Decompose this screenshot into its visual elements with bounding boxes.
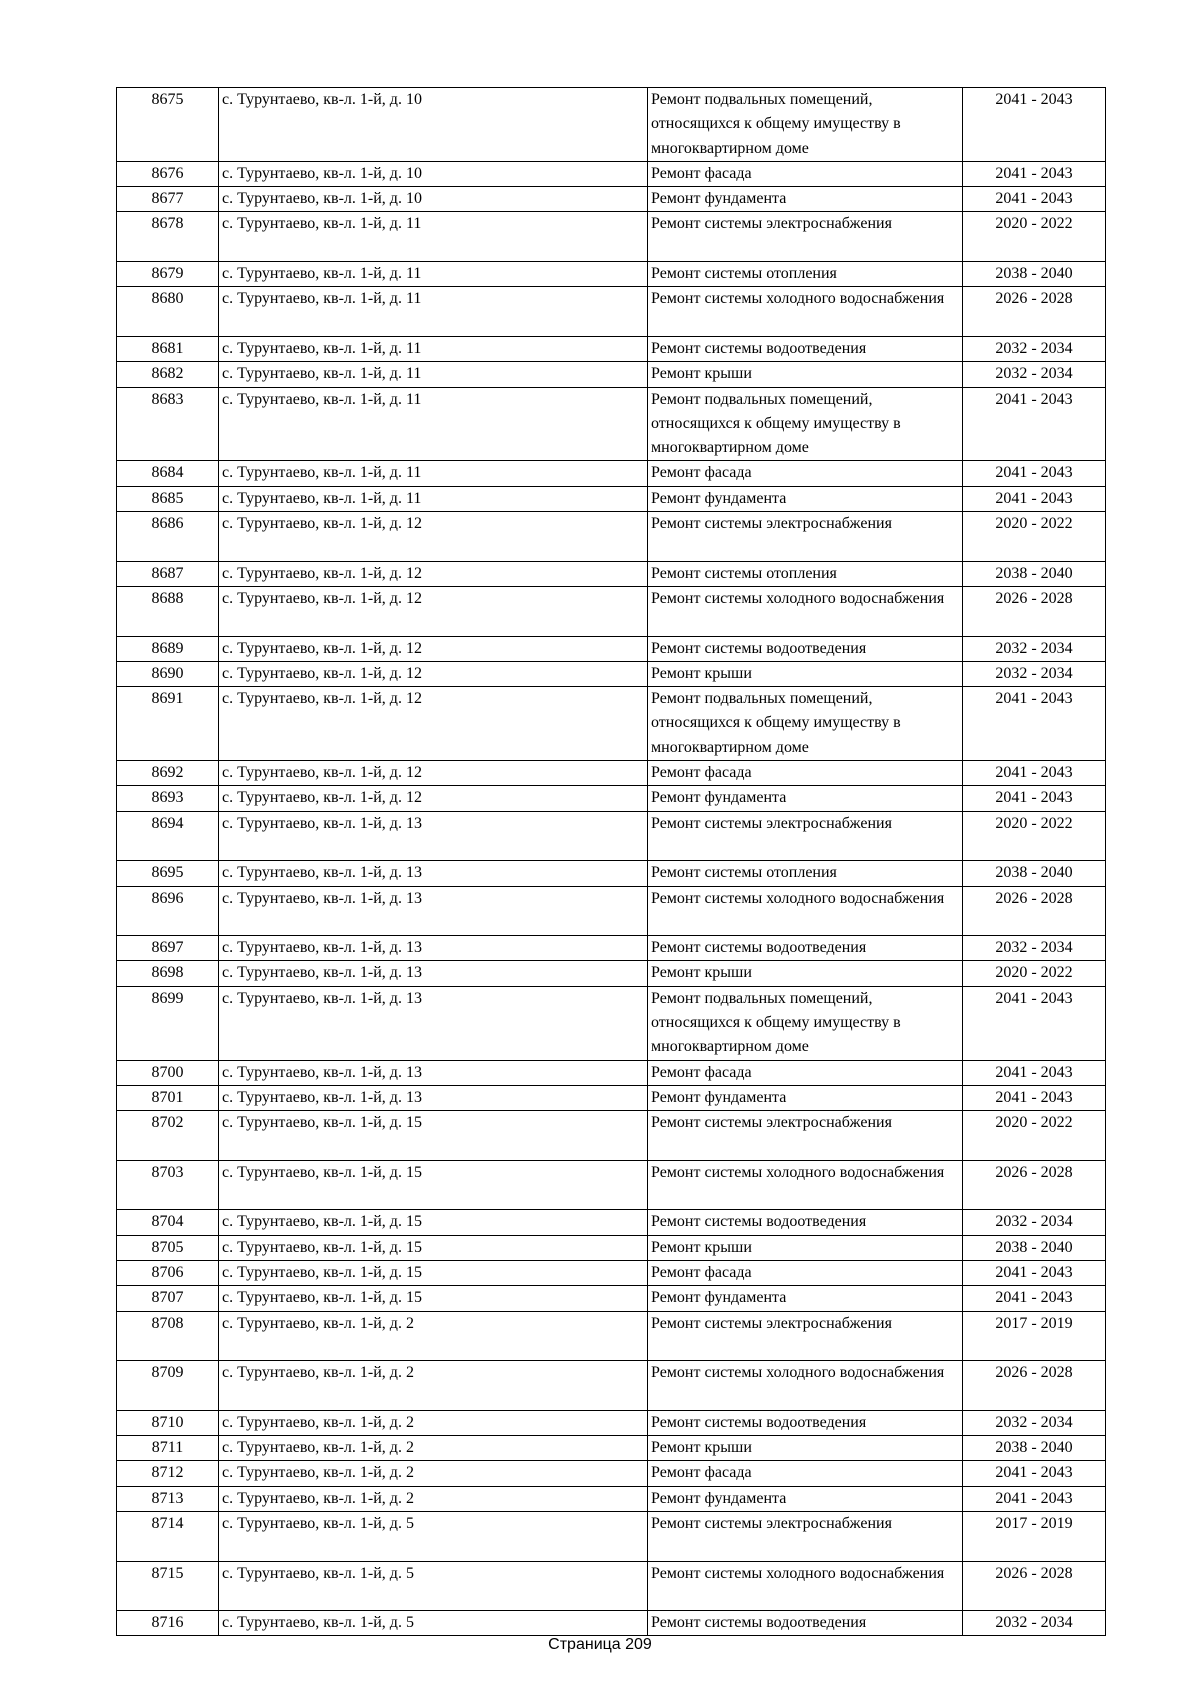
row-number: 8685 bbox=[117, 486, 219, 511]
table-row bbox=[117, 1210, 1106, 1235]
period-cell: 2041 - 2043 bbox=[963, 1286, 1106, 1311]
table-row bbox=[117, 886, 1106, 936]
table-row bbox=[117, 786, 1106, 811]
address-cell: с. Турунтаево, кв-л. 1-й, д. 15 bbox=[219, 1160, 648, 1210]
period-cell: 2026 - 2028 bbox=[963, 1361, 1106, 1411]
period-cell: 2041 - 2043 bbox=[963, 1085, 1106, 1110]
address-cell: с. Турунтаево, кв-л. 1-й, д. 12 bbox=[219, 687, 648, 761]
row-number: 8701 bbox=[117, 1085, 219, 1110]
address-cell: с. Турунтаево, кв-л. 1-й, д. 12 bbox=[219, 586, 648, 636]
table-body bbox=[117, 88, 1106, 1636]
table-row bbox=[117, 1410, 1106, 1435]
table-row bbox=[117, 961, 1106, 986]
row-number: 8683 bbox=[117, 387, 219, 461]
period-cell: 2020 - 2022 bbox=[963, 512, 1106, 562]
row-number: 8692 bbox=[117, 761, 219, 786]
table-row bbox=[117, 1311, 1106, 1361]
table-row bbox=[117, 1286, 1106, 1311]
row-number: 8678 bbox=[117, 212, 219, 262]
address-cell: с. Турунтаево, кв-л. 1-й, д. 13 bbox=[219, 861, 648, 886]
address-cell: с. Турунтаево, кв-л. 1-й, д. 12 bbox=[219, 786, 648, 811]
period-cell: 2026 - 2028 bbox=[963, 287, 1106, 337]
row-number: 8710 bbox=[117, 1410, 219, 1435]
address-cell: с. Турунтаево, кв-л. 1-й, д. 10 bbox=[219, 88, 648, 162]
row-number: 8708 bbox=[117, 1311, 219, 1361]
work-type-cell: Ремонт системы отопления bbox=[648, 561, 963, 586]
address-cell: с. Турунтаево, кв-л. 1-й, д. 11 bbox=[219, 461, 648, 486]
row-number: 8705 bbox=[117, 1235, 219, 1260]
work-type-cell: Ремонт подвальных помещений, относящихся к общему имуществу в многоквартирном доме bbox=[648, 88, 963, 162]
work-type-cell: Ремонт системы водоотведения bbox=[648, 336, 963, 361]
period-cell: 2026 - 2028 bbox=[963, 1561, 1106, 1611]
period-cell: 2032 - 2034 bbox=[963, 336, 1106, 361]
row-number: 8675 bbox=[117, 88, 219, 162]
address-cell: с. Турунтаево, кв-л. 1-й, д. 11 bbox=[219, 336, 648, 361]
table-row bbox=[117, 336, 1106, 361]
address-cell: с. Турунтаево, кв-л. 1-й, д. 12 bbox=[219, 661, 648, 686]
address-cell: с. Турунтаево, кв-л. 1-й, д. 13 bbox=[219, 936, 648, 961]
period-cell: 2041 - 2043 bbox=[963, 786, 1106, 811]
work-type-cell: Ремонт системы электроснабжения bbox=[648, 1111, 963, 1161]
row-number: 8712 bbox=[117, 1461, 219, 1486]
address-cell: с. Турунтаево, кв-л. 1-й, д. 15 bbox=[219, 1286, 648, 1311]
table-row bbox=[117, 811, 1106, 861]
row-number: 8699 bbox=[117, 986, 219, 1060]
work-type-cell: Ремонт крыши bbox=[648, 1436, 963, 1461]
row-number: 8698 bbox=[117, 961, 219, 986]
period-cell: 2038 - 2040 bbox=[963, 1235, 1106, 1260]
table-row bbox=[117, 636, 1106, 661]
row-number: 8679 bbox=[117, 262, 219, 287]
work-type-cell: Ремонт фасада bbox=[648, 761, 963, 786]
period-cell: 2041 - 2043 bbox=[963, 1060, 1106, 1085]
period-cell: 2041 - 2043 bbox=[963, 461, 1106, 486]
address-cell: с. Турунтаево, кв-л. 1-й, д. 11 bbox=[219, 486, 648, 511]
work-type-cell: Ремонт системы водоотведения bbox=[648, 936, 963, 961]
row-number: 8709 bbox=[117, 1361, 219, 1411]
row-number: 8684 bbox=[117, 461, 219, 486]
page-number: Страница 209 bbox=[548, 1636, 652, 1653]
period-cell: 2032 - 2034 bbox=[963, 661, 1106, 686]
address-cell: с. Турунтаево, кв-л. 1-й, д. 5 bbox=[219, 1611, 648, 1636]
table-row bbox=[117, 161, 1106, 186]
table-row bbox=[117, 986, 1106, 1060]
table-row bbox=[117, 661, 1106, 686]
period-cell: 2032 - 2034 bbox=[963, 362, 1106, 387]
work-type-cell: Ремонт крыши bbox=[648, 661, 963, 686]
work-type-cell: Ремонт подвальных помещений, относящихся к общему имуществу в многоквартирном доме bbox=[648, 986, 963, 1060]
period-cell: 2041 - 2043 bbox=[963, 486, 1106, 511]
period-cell: 2041 - 2043 bbox=[963, 1461, 1106, 1486]
period-cell: 2038 - 2040 bbox=[963, 1436, 1106, 1461]
period-cell: 2041 - 2043 bbox=[963, 161, 1106, 186]
work-type-cell: Ремонт крыши bbox=[648, 362, 963, 387]
table-row bbox=[117, 486, 1106, 511]
table-row bbox=[117, 512, 1106, 562]
period-cell: 2038 - 2040 bbox=[963, 861, 1106, 886]
period-cell: 2020 - 2022 bbox=[963, 212, 1106, 262]
work-type-cell: Ремонт системы отопления bbox=[648, 861, 963, 886]
work-type-cell: Ремонт фасада bbox=[648, 1060, 963, 1085]
table-row bbox=[117, 362, 1106, 387]
address-cell: с. Турунтаево, кв-л. 1-й, д. 13 bbox=[219, 961, 648, 986]
address-cell: с. Турунтаево, кв-л. 1-й, д. 2 bbox=[219, 1436, 648, 1461]
row-number: 8713 bbox=[117, 1486, 219, 1511]
period-cell: 2032 - 2034 bbox=[963, 1410, 1106, 1435]
address-cell: с. Турунтаево, кв-л. 1-й, д. 12 bbox=[219, 761, 648, 786]
table-row bbox=[117, 1611, 1106, 1636]
row-number: 8693 bbox=[117, 786, 219, 811]
work-type-cell: Ремонт системы водоотведения bbox=[648, 1210, 963, 1235]
row-number: 8682 bbox=[117, 362, 219, 387]
period-cell: 2041 - 2043 bbox=[963, 986, 1106, 1060]
work-type-cell: Ремонт системы холодного водоснабжения bbox=[648, 1561, 963, 1611]
address-cell: с. Турунтаево, кв-л. 1-й, д. 13 bbox=[219, 1085, 648, 1110]
work-type-cell: Ремонт крыши bbox=[648, 1235, 963, 1260]
row-number: 8703 bbox=[117, 1160, 219, 1210]
address-cell: с. Турунтаево, кв-л. 1-й, д. 11 bbox=[219, 362, 648, 387]
table-row bbox=[117, 1361, 1106, 1411]
row-number: 8686 bbox=[117, 512, 219, 562]
table-row bbox=[117, 1436, 1106, 1461]
row-number: 8688 bbox=[117, 586, 219, 636]
address-cell: с. Турунтаево, кв-л. 1-й, д. 13 bbox=[219, 1060, 648, 1085]
table-row bbox=[117, 212, 1106, 262]
address-cell: с. Турунтаево, кв-л. 1-й, д. 2 bbox=[219, 1410, 648, 1435]
table-row bbox=[117, 1260, 1106, 1285]
table-row bbox=[117, 1561, 1106, 1611]
work-type-cell: Ремонт системы водоотведения bbox=[648, 1611, 963, 1636]
period-cell: 2026 - 2028 bbox=[963, 1160, 1106, 1210]
row-number: 8704 bbox=[117, 1210, 219, 1235]
address-cell: с. Турунтаево, кв-л. 1-й, д. 12 bbox=[219, 636, 648, 661]
row-number: 8706 bbox=[117, 1260, 219, 1285]
work-type-cell: Ремонт подвальных помещений, относящихся к общему имуществу в многоквартирном доме bbox=[648, 687, 963, 761]
period-cell: 2041 - 2043 bbox=[963, 687, 1106, 761]
address-cell: с. Турунтаево, кв-л. 1-й, д. 15 bbox=[219, 1210, 648, 1235]
table-row bbox=[117, 287, 1106, 337]
work-type-cell: Ремонт системы электроснабжения bbox=[648, 1311, 963, 1361]
table-row bbox=[117, 761, 1106, 786]
address-cell: с. Турунтаево, кв-л. 1-й, д. 11 bbox=[219, 387, 648, 461]
work-type-cell: Ремонт системы холодного водоснабжения bbox=[648, 586, 963, 636]
address-cell: с. Турунтаево, кв-л. 1-й, д. 15 bbox=[219, 1260, 648, 1285]
table-row bbox=[117, 1486, 1106, 1511]
period-cell: 2020 - 2022 bbox=[963, 811, 1106, 861]
period-cell: 2032 - 2034 bbox=[963, 936, 1106, 961]
work-type-cell: Ремонт системы холодного водоснабжения bbox=[648, 1361, 963, 1411]
period-cell: 2017 - 2019 bbox=[963, 1311, 1106, 1361]
table-row bbox=[117, 586, 1106, 636]
work-type-cell: Ремонт фундамента bbox=[648, 1085, 963, 1110]
work-type-cell: Ремонт фундамента bbox=[648, 187, 963, 212]
period-cell: 2041 - 2043 bbox=[963, 387, 1106, 461]
address-cell: с. Турунтаево, кв-л. 1-й, д. 12 bbox=[219, 561, 648, 586]
work-type-cell: Ремонт системы электроснабжения bbox=[648, 811, 963, 861]
row-number: 8716 bbox=[117, 1611, 219, 1636]
address-cell: с. Турунтаево, кв-л. 1-й, д. 11 bbox=[219, 262, 648, 287]
work-type-cell: Ремонт фасада bbox=[648, 1461, 963, 1486]
period-cell: 2032 - 2034 bbox=[963, 1611, 1106, 1636]
work-type-cell: Ремонт системы отопления bbox=[648, 262, 963, 287]
row-number: 8680 bbox=[117, 287, 219, 337]
table-row bbox=[117, 187, 1106, 212]
address-cell: с. Турунтаево, кв-л. 1-й, д. 13 bbox=[219, 811, 648, 861]
row-number: 8677 bbox=[117, 187, 219, 212]
work-type-cell: Ремонт системы электроснабжения bbox=[648, 1511, 963, 1561]
table-row bbox=[117, 1160, 1106, 1210]
row-number: 8715 bbox=[117, 1561, 219, 1611]
row-number: 8687 bbox=[117, 561, 219, 586]
address-cell: с. Турунтаево, кв-л. 1-й, д. 2 bbox=[219, 1486, 648, 1511]
period-cell: 2032 - 2034 bbox=[963, 636, 1106, 661]
table-row bbox=[117, 561, 1106, 586]
row-number: 8697 bbox=[117, 936, 219, 961]
period-cell: 2017 - 2019 bbox=[963, 1511, 1106, 1561]
row-number: 8694 bbox=[117, 811, 219, 861]
row-number: 8707 bbox=[117, 1286, 219, 1311]
address-cell: с. Турунтаево, кв-л. 1-й, д. 13 bbox=[219, 886, 648, 936]
work-type-cell: Ремонт системы водоотведения bbox=[648, 1410, 963, 1435]
period-cell: 2041 - 2043 bbox=[963, 88, 1106, 162]
period-cell: 2038 - 2040 bbox=[963, 561, 1106, 586]
work-type-cell: Ремонт фундамента bbox=[648, 486, 963, 511]
table-row bbox=[117, 936, 1106, 961]
period-cell: 2032 - 2034 bbox=[963, 1210, 1106, 1235]
work-type-cell: Ремонт фундамента bbox=[648, 1486, 963, 1511]
row-number: 8689 bbox=[117, 636, 219, 661]
period-cell: 2038 - 2040 bbox=[963, 262, 1106, 287]
table-row bbox=[117, 1235, 1106, 1260]
address-cell: с. Турунтаево, кв-л. 1-й, д. 2 bbox=[219, 1311, 648, 1361]
address-cell: с. Турунтаево, кв-л. 1-й, д. 2 bbox=[219, 1461, 648, 1486]
work-type-cell: Ремонт системы холодного водоснабжения bbox=[648, 287, 963, 337]
table-row bbox=[117, 88, 1106, 162]
address-cell: с. Турунтаево, кв-л. 1-й, д. 12 bbox=[219, 512, 648, 562]
table-row bbox=[117, 262, 1106, 287]
address-cell: с. Турунтаево, кв-л. 1-й, д. 15 bbox=[219, 1235, 648, 1260]
row-number: 8695 bbox=[117, 861, 219, 886]
table-row bbox=[117, 1060, 1106, 1085]
address-cell: с. Турунтаево, кв-л. 1-й, д. 2 bbox=[219, 1361, 648, 1411]
work-type-cell: Ремонт фундамента bbox=[648, 786, 963, 811]
work-type-cell: Ремонт фасада bbox=[648, 1260, 963, 1285]
table-row bbox=[117, 1085, 1106, 1110]
address-cell: с. Турунтаево, кв-л. 1-й, д. 5 bbox=[219, 1561, 648, 1611]
table-row bbox=[117, 1511, 1106, 1561]
row-number: 8691 bbox=[117, 687, 219, 761]
period-cell: 2020 - 2022 bbox=[963, 1111, 1106, 1161]
work-type-cell: Ремонт системы водоотведения bbox=[648, 636, 963, 661]
table-row bbox=[117, 1111, 1106, 1161]
table-row bbox=[117, 387, 1106, 461]
row-number: 8696 bbox=[117, 886, 219, 936]
address-cell: с. Турунтаево, кв-л. 1-й, д. 13 bbox=[219, 986, 648, 1060]
period-cell: 2020 - 2022 bbox=[963, 961, 1106, 986]
row-number: 8676 bbox=[117, 161, 219, 186]
row-number: 8690 bbox=[117, 661, 219, 686]
row-number: 8702 bbox=[117, 1111, 219, 1161]
work-type-cell: Ремонт подвальных помещений, относящихся к общему имуществу в многоквартирном доме bbox=[648, 387, 963, 461]
row-number: 8681 bbox=[117, 336, 219, 361]
work-type-cell: Ремонт системы электроснабжения bbox=[648, 512, 963, 562]
address-cell: с. Турунтаево, кв-л. 1-й, д. 5 bbox=[219, 1511, 648, 1561]
period-cell: 2026 - 2028 bbox=[963, 886, 1106, 936]
address-cell: с. Турунтаево, кв-л. 1-й, д. 11 bbox=[219, 287, 648, 337]
table-row bbox=[117, 1461, 1106, 1486]
address-cell: с. Турунтаево, кв-л. 1-й, д. 15 bbox=[219, 1111, 648, 1161]
table-row bbox=[117, 461, 1106, 486]
work-type-cell: Ремонт системы холодного водоснабжения bbox=[648, 1160, 963, 1210]
address-cell: с. Турунтаево, кв-л. 1-й, д. 10 bbox=[219, 187, 648, 212]
row-number: 8714 bbox=[117, 1511, 219, 1561]
table-row bbox=[117, 861, 1106, 886]
address-cell: с. Турунтаево, кв-л. 1-й, д. 11 bbox=[219, 212, 648, 262]
work-type-cell: Ремонт фундамента bbox=[648, 1286, 963, 1311]
period-cell: 2026 - 2028 bbox=[963, 586, 1106, 636]
period-cell: 2041 - 2043 bbox=[963, 187, 1106, 212]
work-type-cell: Ремонт фасада bbox=[648, 461, 963, 486]
work-type-cell: Ремонт системы электроснабжения bbox=[648, 212, 963, 262]
row-number: 8711 bbox=[117, 1436, 219, 1461]
table-row bbox=[117, 687, 1106, 761]
period-cell: 2041 - 2043 bbox=[963, 761, 1106, 786]
period-cell: 2041 - 2043 bbox=[963, 1260, 1106, 1285]
work-type-cell: Ремонт крыши bbox=[648, 961, 963, 986]
row-number: 8700 bbox=[117, 1060, 219, 1085]
work-type-cell: Ремонт системы холодного водоснабжения bbox=[648, 886, 963, 936]
address-cell: с. Турунтаево, кв-л. 1-й, д. 10 bbox=[219, 161, 648, 186]
period-cell: 2041 - 2043 bbox=[963, 1486, 1106, 1511]
work-type-cell: Ремонт фасада bbox=[648, 161, 963, 186]
repair-schedule-table bbox=[116, 87, 1106, 1636]
